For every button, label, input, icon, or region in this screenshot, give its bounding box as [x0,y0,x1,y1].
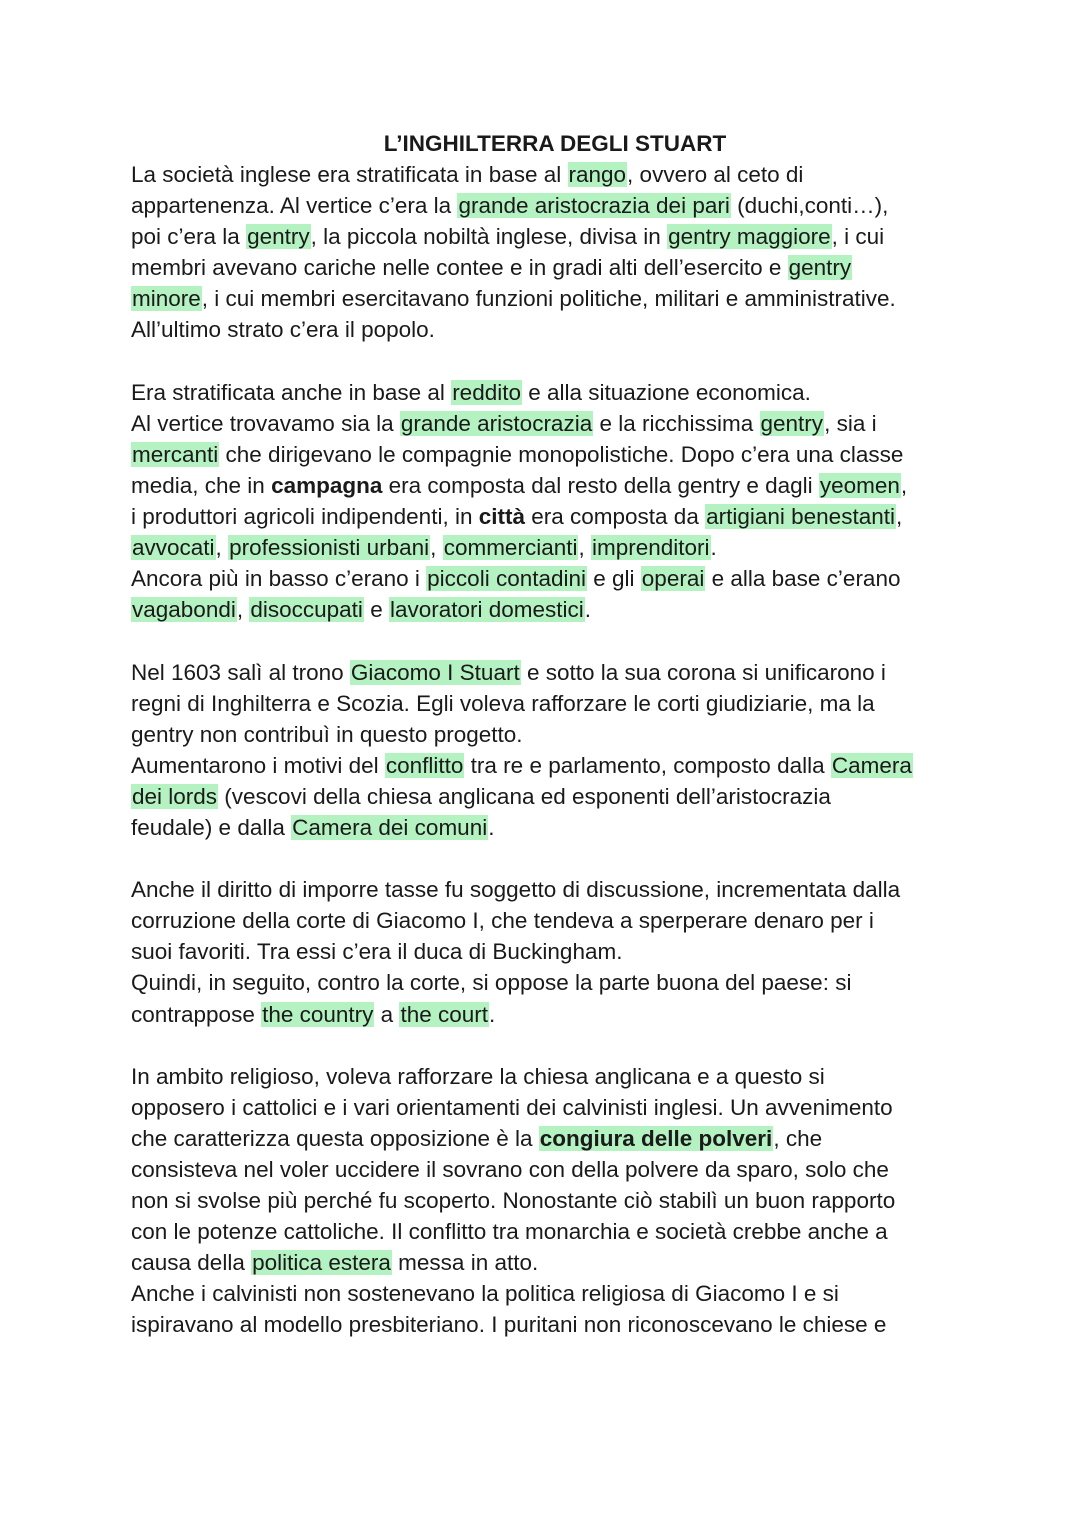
highlighted-term: dei lords [132,783,218,809]
text-segment: che caratterizza questa opposizione è la [131,1125,539,1151]
text-line [131,781,961,812]
highlighted-term: grande aristocrazia dei pari [458,193,730,219]
document-body [131,159,961,1372]
text-line [131,1309,961,1340]
text-line [131,221,961,252]
text-segment: e gli [587,566,641,592]
highlighted-term: rango [568,162,627,187]
text-segment: media, che in [131,472,272,498]
text-segment: , [895,504,903,530]
text-line [131,1092,961,1123]
text-segment: . [489,1001,496,1027]
text-segment: , [430,535,443,561]
highlighted-term: reddito [452,379,521,405]
text-line [131,1185,961,1216]
text-line [131,501,961,532]
highlighted-term: the country [262,1001,374,1027]
paragraph [131,1061,961,1341]
text-line [131,1061,961,1092]
paragraph [131,159,961,346]
text-segment: e alla situazione economica. [521,379,811,405]
text-segment: contrappose [131,1001,262,1027]
text-segment: Aumentarono i motivi del [131,752,385,778]
text-segment: consisteva nel voler uccidere il sovrano con della polvere da sparo, solo che [131,1157,889,1182]
text-line [131,470,961,501]
highlighted-term: avvocati [132,535,215,561]
text-segment: , [578,535,591,561]
bold-term: città [478,504,525,530]
text-line [131,252,961,283]
highlighted-term: Camera dei comuni [292,814,488,840]
paragraph [131,377,961,626]
text-segment: (vescovi della chiesa anglicana ed esponenti dell’aristocrazia [218,783,831,809]
highlighted-term: gentry [788,255,852,281]
text-segment: In ambito religioso, voleva rafforzare la chiesa anglicana e a questo si [131,1063,825,1089]
text-segment: messa in atto. [391,1250,539,1276]
text-segment: regni di Inghilterra e Scozia. Egli voleva rafforzare le corti giudiziarie, ma la [131,690,875,716]
text-segment: , [215,535,229,561]
highlighted-term: Camera [831,752,912,778]
text-segment: Era stratificata anche in base al [131,379,452,405]
text-segment: era composta dal resto della gentry e dagli [382,472,819,498]
text-segment: Al vertice trovavamo sia la [131,410,400,436]
text-line [131,657,961,688]
highlighted-term: mercanti [132,441,219,467]
text-segment: Quindi, in seguito, contro la corte, si oppose la parte buona del paese: si [131,970,852,996]
highlighted-term: piccoli contadini [427,566,587,592]
text-line [131,377,961,408]
text-line [131,812,961,843]
text-line [131,159,961,190]
text-segment: Nel 1603 salì al trono [131,659,350,685]
highlighted-term: conflitto [385,752,464,778]
text-segment: era composta da [524,504,706,530]
page-title: L’INGHILTERRA DEGLI STUART [383,131,727,156]
highlighted-term: minore [132,286,201,312]
highlighted-term: lavoratori domestici [389,597,584,623]
text-segment: , [236,597,250,623]
text-segment: Anche i calvinisti non sostenevano la politica religiosa di Giacomo I e si [131,1281,839,1307]
text-segment: membri avevano cariche nelle contee e in gradi alti dell’esercito e [131,255,788,281]
text-segment: , [900,472,908,498]
text-segment: e la ricchissima [593,410,760,436]
text-segment: , la piccola nobiltà inglese, divisa in [310,224,668,250]
text-line [131,563,961,594]
text-segment: appartenenza. Al vertice c’era la [131,193,458,219]
highlighted-term: operai [641,566,705,592]
paragraph [131,874,961,1029]
highlighted-term: gentry [247,224,310,250]
text-line [131,314,961,345]
text-segment: che dirigevano le compagnie monopolistiche. Dopo c’era una classe [219,441,904,467]
text-segment: All’ultimo strato c’era il popolo. [131,317,435,343]
text-segment: suoi favoriti. Tra essi c’era il duca di Buckingham. [131,939,623,965]
text-line [131,1278,961,1309]
text-line [131,688,961,719]
text-segment: feudale) e dalla [131,814,292,840]
text-segment: ispiravano al modello presbiteriano. I puritani non riconoscevano le chiese e [131,1312,887,1338]
text-line [131,905,961,936]
text-line [131,936,961,967]
text-segment: con le potenze cattoliche. Il conflitto tra monarchia e società crebbe anche a [131,1219,888,1245]
text-segment: opposero i cattolici e i vari orientamenti dei calvinisti inglesi. Un avvenimento [131,1094,893,1120]
text-segment: e alla base c’erano [705,566,901,592]
highlighted-term: artigiani benestanti [706,504,895,530]
text-segment: , sia i [824,410,877,436]
highlighted-term: grande aristocrazia [400,410,593,436]
highlighted-term: professionisti urbani [229,535,430,561]
text-segment: e sotto la sua corona si unificarono i [520,659,886,685]
text-line [131,408,961,439]
text-line [131,283,961,314]
text-line [131,750,961,781]
text-segment: Ancora più in basso c’erano i [131,566,427,592]
highlighted-term: commercianti [443,535,578,561]
paragraph [131,657,961,844]
highlighted-term: disoccupati [250,597,363,623]
highlighted-term: vagabondi [132,597,236,623]
text-line [131,999,961,1030]
text-segment: . [488,814,495,840]
highlighted-term: yeomen [819,472,900,498]
text-line [131,532,961,563]
text-line [131,190,961,221]
text-line [131,874,961,905]
text-segment: Anche il diritto di imporre tasse fu soggetto di discussione, incrementata dalla [131,877,901,903]
text-line [131,1123,961,1154]
text-segment: a [374,1001,400,1027]
highlighted-term: politica estera [252,1250,391,1276]
highlighted-term: gentry maggiore [668,224,831,250]
text-segment: , ovvero al ceto di [627,162,804,187]
text-segment: La società inglese era stratificata in base al [131,162,568,187]
text-segment: , i cui membri esercitavano funzioni politiche, militari e amministrative. [201,286,896,312]
text-line [131,719,961,750]
highlighted-term: imprenditori [591,535,710,561]
text-line [131,594,961,625]
text-segment: gentry non contribuì in questo progetto. [131,721,523,747]
bold-term: campagna [271,472,383,498]
highlighted-term: gentry [760,410,824,436]
text-segment: non si svolse più perché fu scoperto. Nonostante ciò stabilì un buon rapporto [131,1188,896,1214]
text-line [131,439,961,470]
text-line [131,967,961,998]
highlighted-term: congiura delle polveri [539,1125,773,1151]
text-segment: poi c’era la [131,224,247,250]
text-line [131,1216,961,1247]
text-segment: (duchi,conti…), [730,193,889,219]
text-segment: . [710,535,717,561]
text-line [131,1154,961,1185]
text-segment: , i cui [831,224,885,250]
text-line [131,1247,961,1278]
text-segment: . [584,597,592,623]
text-segment: corruzione della corte di Giacomo I, che tendeva a sperperare denaro per i [131,908,874,934]
text-segment: causa della [131,1250,252,1276]
text-segment: e [363,597,389,623]
text-segment: tra re e parlamento, composto dalla [464,752,831,778]
text-segment: i produttori agricoli indipendenti, in [131,504,479,530]
text-segment: , che [773,1125,823,1151]
highlighted-term: the court [400,1001,489,1027]
highlighted-term: Giacomo I Stuart [350,659,520,685]
